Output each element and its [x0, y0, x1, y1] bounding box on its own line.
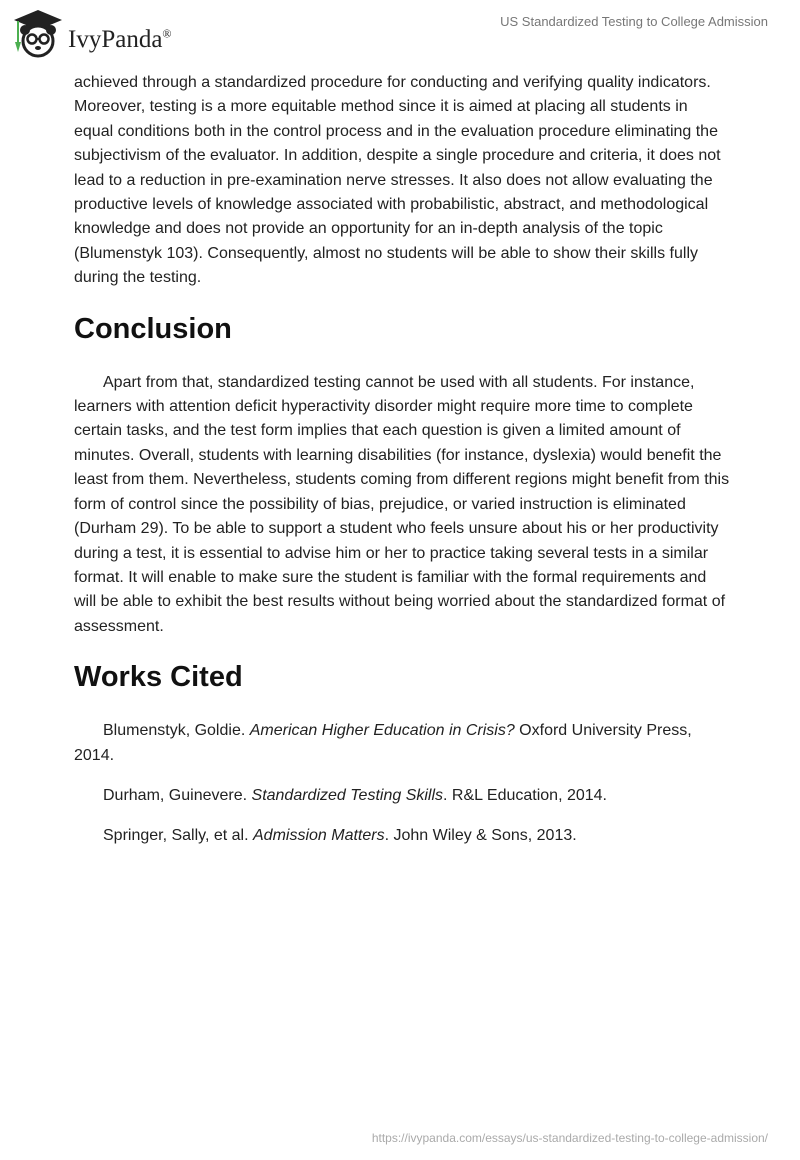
conclusion-heading: Conclusion	[74, 312, 232, 345]
panda-logo-icon	[12, 8, 64, 58]
reference-item: Durham, Guinevere. Standardized Testing Skills. R&L Education, 2014.	[103, 786, 607, 804]
essay-content	[74, 71, 730, 865]
document-title: US Standardized Testing to College Admission	[500, 14, 768, 29]
works-cited-heading: Works Cited	[74, 661, 243, 694]
reference-item: Blumenstyk, Goldie. American Higher Education in Crisis? Oxford University Press, 2014.	[74, 722, 692, 764]
intro-paragraph: achieved through a standardized procedure for conducting and verifying quality indicators. Moreover, testing is a more equitable method since it is aimed at placing all students in equal conditions both in the control process and in the evaluation procedure eliminating the subjectivism of the evaluator. In addition, despite a single procedure and criteria, it does not lead to a reduction in pre-examination nerve stresses. It also does not allow evaluating the productive levels of knowledge associated with probabilistic, abstract, and methodological knowledge and does not provide an opportunity for an in-depth analysis of the topic (Blumenstyk 103). Consequently, almost no students will be able to show their skills fully during the testing.	[74, 74, 721, 287]
brand-name: IvyPanda®	[68, 26, 172, 53]
source-url[interactable]: https://ivypanda.com/essays/us-standardized-testing-to-college-admission/	[371, 1131, 768, 1145]
ivypanda-logo[interactable]	[12, 8, 172, 58]
reference-item: Springer, Sally, et al. Admission Matters. John Wiley & Sons, 2013.	[103, 827, 577, 845]
conclusion-paragraph: Apart from that, standardized testing cannot be used with all students. For instance, learners with attention deficit hyperactivity disorder might require more time to complete certain tasks, and the test form implies that each question is given a limited amount of minutes. Overall, students with learning disabilities (for instance, dyslexia) would benefit the least from them. Nevertheless, students coming from different regions might benefit from this form of control since the possibility of bias, prejudice, or varied instruction is eliminated (Durham 29). To be able to support a student who feels unsure about his or her productivity during a test, it is essential to advise him or her to practice taking several tests in a similar format. It will enable to make sure the student is familiar with the formal requirements and will be able to exhibit the best results without being worried about the standardized format of assessment.	[74, 373, 730, 635]
